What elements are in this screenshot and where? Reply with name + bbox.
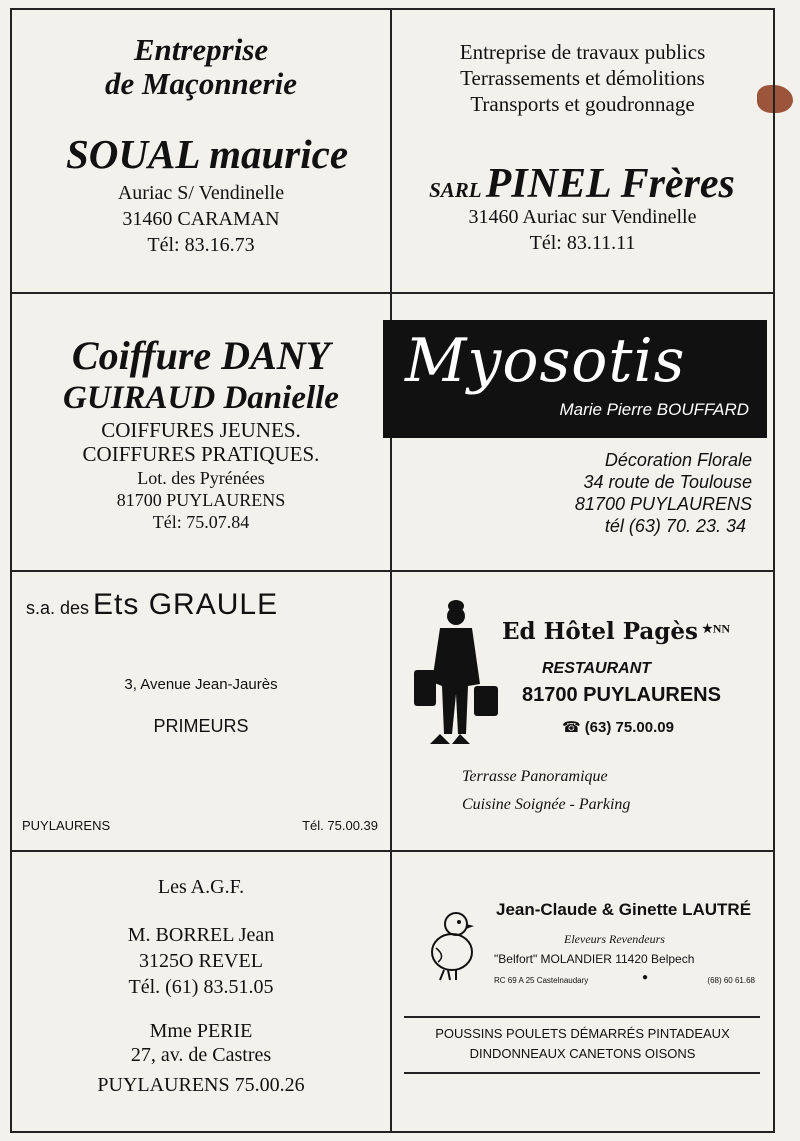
ad-pinel-line2: Terrassements et démolitions — [460, 66, 705, 90]
ad-pages-line2: Cuisine Soignée - Parking — [462, 796, 631, 813]
ad-dany-line1: COIFFURES JEUNES. — [101, 418, 301, 442]
divider — [404, 1072, 760, 1074]
ad-pinel-line3: Transports et goudronnage — [470, 92, 695, 116]
ad-lautre-products2: DINDONNEAUX CANETONS OISONS — [469, 1046, 696, 1061]
ad-graule-address: 3, Avenue Jean-Jaurès — [124, 676, 278, 693]
ad-dany-address: Lot. des Pyrénées — [137, 468, 265, 488]
ad-pinel-name: PINEL Frères — [485, 161, 735, 207]
ad-soual-phone: Tél: 83.16.73 — [147, 234, 255, 256]
ad-lautre-name: Jean-Claude & Ginette LAUTRÉ — [496, 900, 752, 919]
ad-myosotis-owner: Marie Pierre BOUFFARD — [559, 400, 749, 419]
ad-lautre-rc: RC 69 A 25 Castelnaudary — [494, 976, 589, 985]
ad-soual-line2: de Maçonnerie — [104, 66, 297, 101]
ad-graule-phone: Tél. 75.00.39 — [302, 818, 378, 833]
ad-myosotis-line1: Décoration Florale — [604, 450, 752, 470]
ad-myosotis — [392, 440, 762, 570]
ad-graule-activity: PRIMEURS — [153, 716, 249, 736]
ad-agf-line3: 3125O REVEL — [139, 950, 263, 972]
phone-icon: ☎ — [562, 720, 581, 736]
ad-soual-city: 31460 CARAMAN — [122, 208, 280, 230]
ad-pages-line1: Terrasse Panoramique — [462, 768, 608, 785]
ad-pinel-line1: Entreprise de travaux publics — [459, 40, 706, 64]
ad-dany-name1: Coiffure DANY — [71, 333, 331, 378]
ad-pages-phone: (63) 75.00.09 — [584, 719, 674, 736]
ad-pinel-phone: Tél: 83.11.11 — [529, 232, 636, 254]
ad-pages-city: 81700 PUYLAURENS — [522, 684, 721, 706]
ad-graule-name: Ets GRAULE — [93, 588, 279, 621]
ad-pinel — [392, 10, 773, 292]
ad-dany — [12, 294, 390, 570]
ad-dany-city: 81700 PUYLAURENS — [116, 490, 286, 510]
ad-pages-name: Ed Hôtel Pagès — [502, 618, 698, 645]
ad-myosotis-name: Myosotis — [405, 326, 686, 396]
ad-soual-name: SOUAL maurice — [65, 131, 349, 177]
ad-agf-line6: 27, av. de Castres — [130, 1044, 272, 1066]
ad-pinel-prefix: SARL — [429, 178, 482, 202]
ad-agf — [12, 852, 390, 1132]
ad-soual — [12, 10, 390, 292]
ad-pages — [392, 572, 773, 850]
myosotis-banner — [383, 320, 767, 438]
chick-icon — [422, 904, 482, 984]
ad-lautre-sub: Eleveurs Revendeurs — [564, 932, 665, 946]
ad-myosotis-line2: 34 route de Toulouse — [583, 472, 752, 492]
ad-soual-line1: Entreprise — [133, 32, 269, 67]
ad-agf-line1: Les A.G.F. — [157, 876, 245, 898]
ad-lautre-products1: POUSSINS POULETS DÉMARRÉS PINTADEAUX — [435, 1026, 730, 1041]
ad-soual-address: Auriac S/ Vendinelle — [117, 182, 285, 204]
ad-dany-line2: COIFFURES PRATIQUES. — [82, 442, 320, 466]
ad-myosotis-phone: tél (63) 70. 23. 34 — [604, 516, 746, 536]
ad-graule — [12, 572, 390, 850]
ad-agf-line2: M. BORREL Jean — [127, 924, 275, 946]
divider — [404, 1016, 760, 1018]
ad-myosotis-city: 81700 PUYLAURENS — [574, 494, 752, 514]
ad-pinel-city: 31460 Auriac sur Vendinelle — [468, 206, 697, 228]
ad-dany-name2: GUIRAUD Danielle — [63, 380, 339, 416]
ad-agf-line4: Tél. (61) 83.51.05 — [128, 976, 274, 998]
ad-lautre — [392, 852, 773, 1132]
ad-pages-stars: ★NN — [701, 621, 731, 636]
bellhop-figure-icon — [410, 594, 510, 754]
ad-graule-prefix: s.a. des — [26, 598, 90, 618]
ad-graule-city: PUYLAURENS — [22, 818, 111, 833]
ad-pages-type: RESTAURANT — [542, 660, 652, 677]
bullet-icon: ● — [642, 972, 649, 983]
ad-lautre-address: "Belfort" MOLANDIER 11420 Belpech — [494, 952, 695, 966]
ad-dany-phone: Tél: 75.07.84 — [152, 512, 250, 532]
ad-agf-line7: PUYLAURENS 75.00.26 — [97, 1074, 305, 1096]
ad-lautre-phone: (68) 60 61.68 — [707, 976, 755, 985]
ad-agf-line5: Mme PERIE — [149, 1020, 253, 1042]
